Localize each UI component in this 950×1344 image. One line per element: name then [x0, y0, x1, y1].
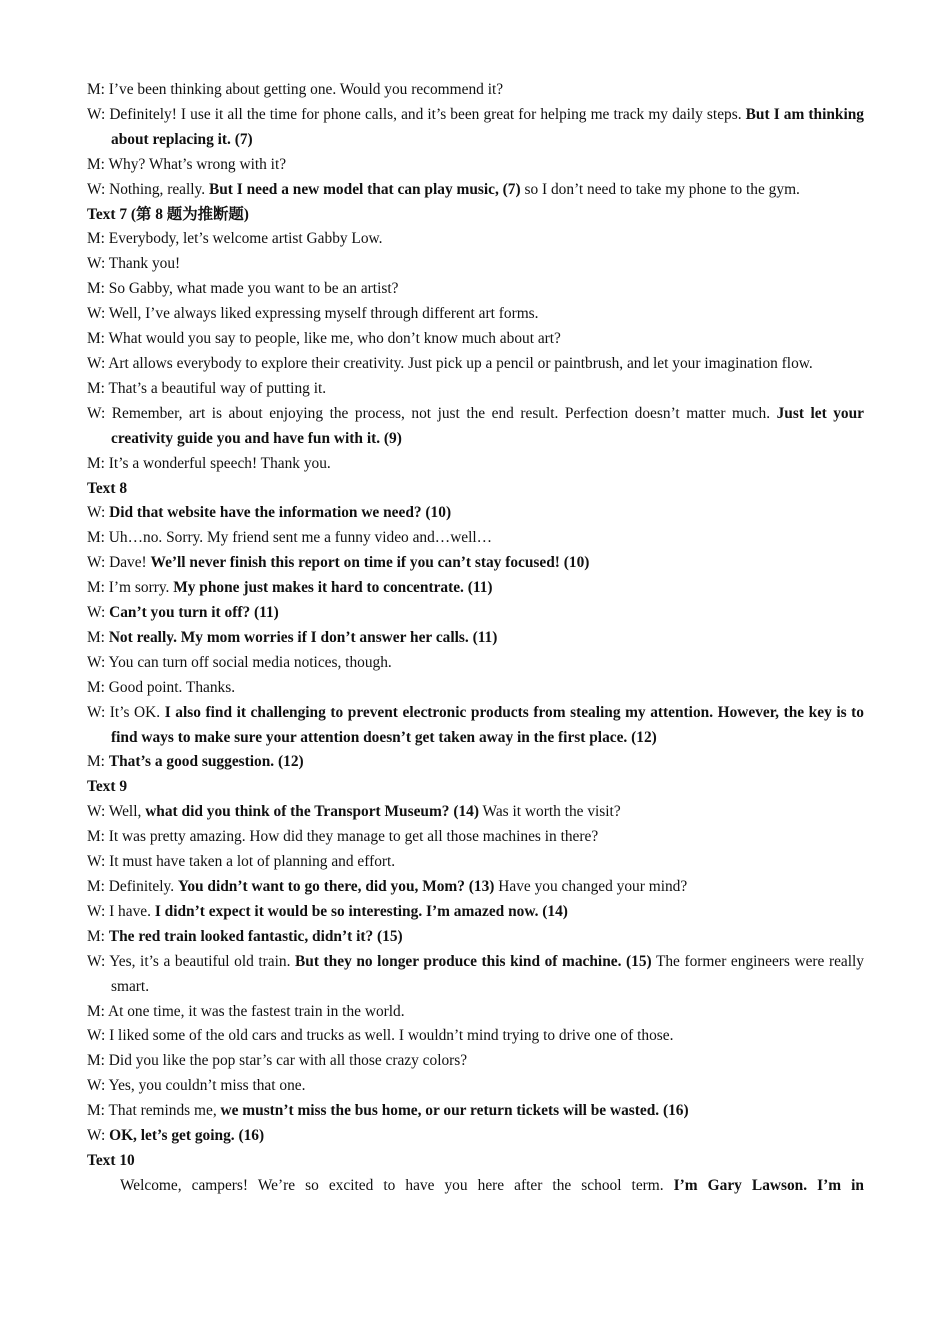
text: M: So Gabby, what made you want to be an artist? — [87, 280, 399, 298]
text: W: Nothing, really. — [87, 180, 209, 198]
dialogue-line — [87, 850, 864, 875]
dialogue-line — [87, 252, 864, 277]
text: W: I liked some of the old cars and trucks as well. I wouldn’t mind trying to drive one of those. — [87, 1027, 674, 1045]
dialogue-line — [87, 651, 864, 676]
dialogue-line — [87, 950, 864, 1000]
dialogue-line — [87, 402, 864, 452]
dialogue-line — [87, 277, 864, 302]
dialogue-line — [87, 377, 864, 402]
dialogue-line — [87, 103, 864, 153]
dialogue-line — [87, 1124, 864, 1149]
dialogue-line — [87, 302, 864, 327]
bold-text: Text 9 — [87, 778, 128, 796]
text: M: At one time, it was the fastest train in the world. — [87, 1002, 405, 1020]
text: W: — [87, 604, 110, 622]
dialogue-line — [87, 626, 864, 651]
bold-text: Not really. My mom worries if I don’t answer her calls. (11) — [108, 628, 498, 646]
dialogue-line — [87, 800, 864, 825]
transcript-page — [87, 78, 864, 1199]
bold-text: Text 10 — [87, 1151, 135, 1169]
dialogue-line — [87, 750, 864, 775]
dialogue-line — [87, 227, 864, 252]
text: The former engineers were really smart. — [111, 952, 864, 995]
dialogue-line — [87, 178, 864, 203]
dialogue-line — [87, 601, 864, 626]
text: W: You can turn off social media notices, though. — [87, 653, 392, 671]
bold-text: We’ll never finish this report on time if you can’t stay focused! (10) — [150, 554, 590, 572]
bold-text: But I am thinking about replacing it. (7) — [111, 105, 864, 148]
dialogue-line — [87, 1024, 864, 1049]
bold-text: The red train looked fantastic, didn’t it? (15) — [108, 927, 403, 945]
bold-text: I also find it challenging to prevent electronic products from stealing my attention. However, the key is to find ways to make sure your attention doesn’t get taken away in the first place. (12) — [111, 703, 864, 746]
dialogue-line — [87, 825, 864, 850]
text: M: What would you say to people, like me, who don’t know much about art? — [87, 330, 561, 348]
text: W: Well, — [87, 803, 146, 821]
bold-text: But I need a new model that can play music, (7) — [208, 180, 521, 198]
text: M: Uh…no. Sorry. My friend sent me a funny video and…well… — [87, 529, 493, 547]
text: M: Good point. Thanks. — [87, 678, 236, 696]
dialogue-line — [87, 701, 864, 751]
section-heading — [87, 203, 864, 228]
dialogue-line — [87, 925, 864, 950]
text: W: Dave! — [87, 554, 151, 572]
dialogue-line — [87, 900, 864, 925]
bold-text: Text 8 — [87, 479, 128, 497]
dialogue-line — [87, 1000, 864, 1025]
text: M: — [87, 753, 109, 771]
text: Have you changed your mind? — [494, 878, 688, 895]
bold-text: we mustn’t miss the bus home, or our return tickets will be wasted. (16) — [220, 1102, 689, 1120]
bold-text: But they no longer produce this kind of machine. (15) — [295, 952, 652, 970]
text: W: It must have taken a lot of planning and effort. — [87, 853, 396, 871]
text: Was it worth the visit? — [478, 803, 621, 821]
bold-text: I’m Gary Lawson. I’m in — [673, 1176, 864, 1194]
text: W: — [87, 504, 110, 522]
dialogue-line — [87, 452, 864, 477]
text: M: — [87, 927, 109, 945]
bold-text: Just let your creativity guide you and have fun with it. (9) — [111, 404, 864, 447]
dialogue-line — [87, 1049, 864, 1074]
bold-text: Text 7 (第 8 题为推断题) — [87, 205, 249, 223]
text: M: That reminds me, — [87, 1102, 221, 1120]
text: M: It’s a wonderful speech! Thank you. — [87, 454, 331, 472]
bold-text: OK, let’s get going. (16) — [109, 1127, 265, 1145]
bold-text: what did you think of the Transport Museum? (14) — [145, 803, 479, 821]
bold-text: I didn’t expect it would be so interesting. I’m amazed now. (14) — [154, 902, 568, 920]
text: M: Everybody, let’s welcome artist Gabby Low. — [87, 230, 383, 248]
bold-text: Did that website have the information we need? (10) — [109, 504, 452, 522]
text: Welcome, campers! We’re so excited to have you here after the school term. — [120, 1176, 674, 1194]
text: M: — [87, 628, 109, 646]
text: W: It’s OK. — [87, 703, 165, 721]
dialogue-line — [87, 551, 864, 576]
text: W: Yes, you couldn’t miss that one. — [87, 1077, 306, 1095]
text: W: Definitely! I use it all the time for phone calls, and it’s been great for helping me track my daily steps. — [87, 105, 746, 123]
text: M: Did you like the pop star’s car with all those crazy colors? — [87, 1052, 468, 1070]
bold-text: That’s a good suggestion. (12) — [108, 753, 304, 771]
section-heading — [87, 1149, 864, 1174]
dialogue-line — [87, 1074, 864, 1099]
dialogue-line — [87, 352, 864, 377]
dialogue-line — [87, 327, 864, 352]
monologue-paragraph — [87, 1174, 864, 1199]
dialogue-line — [87, 576, 864, 601]
text: W: Art allows everybody to explore their creativity. Just pick up a pencil or paintbrush, and let your imagination flow. — [87, 354, 813, 372]
text: W: Well, I’ve always liked expressing myself through different art forms. — [87, 305, 539, 323]
text: W: Remember, art is about enjoying the process, not just the end result. Perfection doesn’t matter much. — [87, 404, 777, 422]
text: W: I have. — [87, 902, 155, 920]
text: so I don’t need to take my phone to the gym. — [520, 180, 800, 198]
dialogue-line — [87, 676, 864, 701]
dialogue-line — [87, 1099, 864, 1124]
dialogue-line — [87, 153, 864, 178]
text: W: Thank you! — [87, 255, 181, 273]
section-heading — [87, 775, 864, 800]
dialogue-line — [87, 501, 864, 526]
bold-text: Can’t you turn it off? (11) — [109, 604, 279, 622]
bold-text: My phone just makes it hard to concentrate. (11) — [173, 579, 493, 597]
text: M: Definitely. — [87, 878, 178, 895]
text: W: Yes, it’s a beautiful old train. — [87, 952, 296, 970]
text: M: I’ve been thinking about getting one. Would you recommend it? — [87, 81, 504, 98]
dialogue-line — [87, 526, 864, 551]
text: M: Why? What’s wrong with it? — [87, 155, 287, 173]
dialogue-line — [87, 78, 864, 103]
text: M: I’m sorry. — [87, 579, 174, 597]
text: W: — [87, 1127, 110, 1145]
text: M: It was pretty amazing. How did they manage to get all those machines in there? — [87, 828, 599, 846]
text: M: That’s a beautiful way of putting it. — [87, 379, 327, 397]
dialogue-line — [87, 875, 864, 900]
section-heading — [87, 477, 864, 502]
bold-text: You didn’t want to go there, did you, Mom? (13) — [177, 878, 495, 895]
